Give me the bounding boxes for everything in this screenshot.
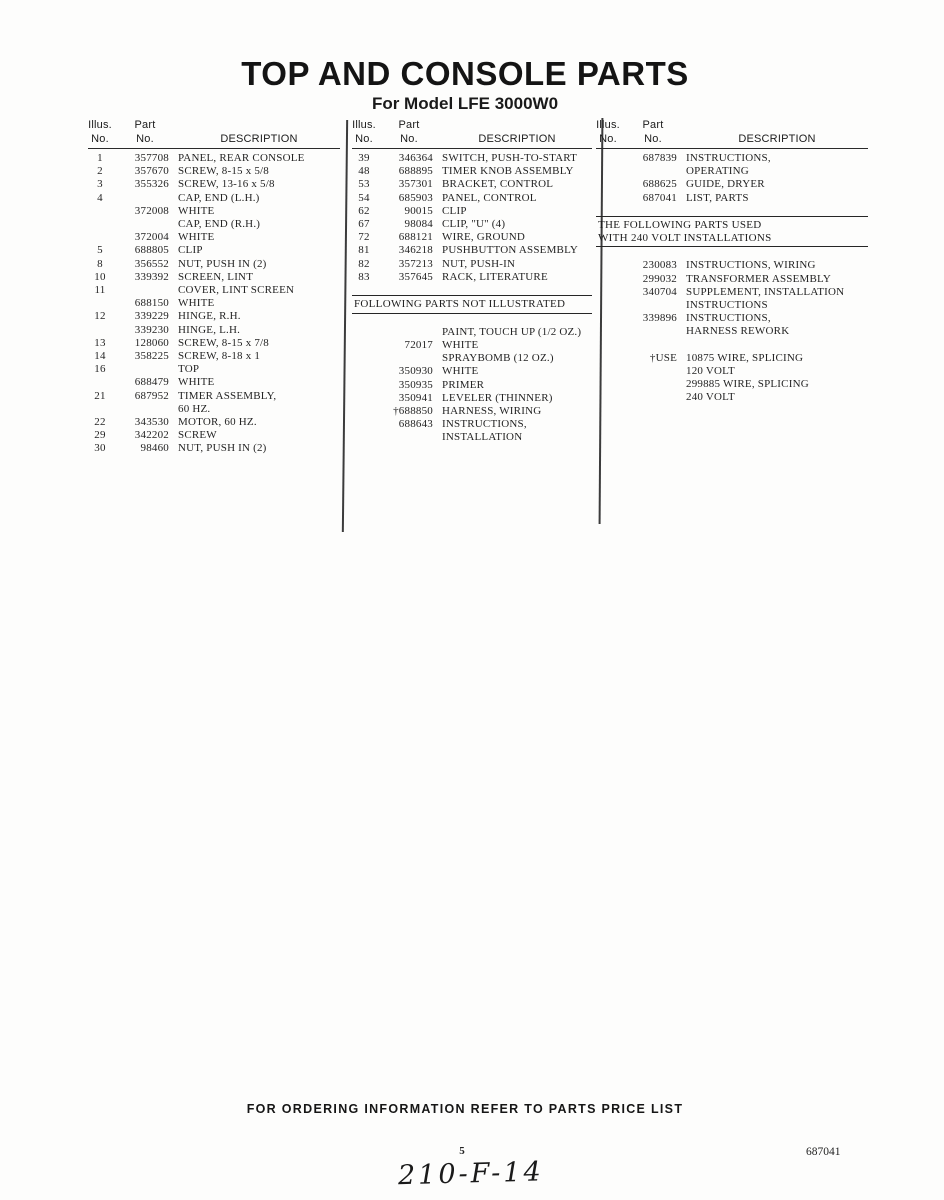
part-row	[352, 365, 592, 378]
catalog-number: 687041	[806, 1146, 841, 1158]
illus-no-cell: 48	[358, 165, 370, 178]
parts-section	[596, 216, 868, 405]
part-row	[88, 310, 340, 323]
description-cell: PRIMER	[442, 378, 485, 391]
illus-no-cell: 72	[358, 231, 370, 244]
part-no-cell	[629, 299, 677, 312]
part-row	[596, 286, 868, 299]
part-row	[352, 352, 592, 365]
description-cell: CAP, END (R.H.)	[178, 218, 261, 231]
description-cell: TOP	[178, 363, 200, 376]
part-row	[88, 205, 340, 218]
description-cell: WHITE	[442, 339, 479, 352]
description-cell: BRACKET, CONTROL	[442, 178, 554, 191]
part-row	[596, 299, 868, 312]
part-no-cell	[385, 352, 433, 365]
part-no-cell: 687839	[642, 152, 677, 164]
description-cell: NUT, PUSH IN (2)	[178, 442, 267, 455]
part-no-cell: 357645	[398, 270, 433, 283]
illus-no-cell	[596, 178, 620, 191]
illus-no-cell: 39	[358, 152, 370, 164]
part-row	[352, 258, 592, 271]
part-row	[352, 405, 592, 418]
description-cell: CAP, END (L.H.)	[178, 191, 260, 204]
part-no-cell: 128060	[134, 336, 169, 349]
part-header-label: Part	[398, 119, 420, 131]
illus-no-cell: 14	[94, 350, 106, 363]
part-no-cell: 357213	[398, 257, 433, 270]
description-cell: 240 VOLT	[686, 391, 735, 404]
description-cell: INSTRUCTIONS, WIRING	[686, 259, 816, 272]
part-row	[352, 339, 592, 352]
illus-no-cell: 53	[358, 178, 370, 191]
description-cell: WHITE	[178, 204, 215, 217]
part-no-cell: 688895	[398, 165, 433, 178]
illus-no-cell	[596, 286, 620, 299]
part-no-cell: 346364	[398, 152, 433, 164]
description-cell: LEVELER (THINNER)	[442, 391, 553, 404]
illus-header-label: Illus.	[596, 119, 620, 131]
illus-no-cell: 82	[358, 257, 370, 270]
parts-column-3	[596, 118, 868, 404]
description-cell: SCREW, 8-15 x 7/8	[178, 336, 270, 349]
description-cell: HINGE, L.H.	[178, 323, 241, 336]
part-row	[88, 165, 340, 178]
illus-no-cell	[596, 352, 620, 365]
section-header	[596, 216, 868, 248]
illus-no-cell	[352, 431, 376, 444]
part-row	[352, 244, 592, 257]
part-row	[352, 271, 592, 284]
part-no-cell: 358225	[134, 350, 169, 363]
illus-no-cell	[596, 259, 620, 272]
illus-no-cell	[88, 205, 112, 218]
illus-no-cell: 12	[94, 310, 106, 323]
part-no-cell: †USE	[649, 351, 677, 364]
illus-no-cell: 67	[358, 218, 370, 231]
part-no-cell: †688850	[393, 405, 433, 418]
part-row	[596, 352, 868, 365]
part-row	[352, 165, 592, 178]
part-row	[596, 365, 868, 378]
illus-no-header: No.	[599, 133, 617, 145]
description-cell: 60 HZ.	[178, 402, 211, 415]
part-row	[88, 178, 340, 191]
part-row	[596, 192, 868, 205]
part-no-cell	[629, 391, 677, 404]
part-no-cell: 372004	[134, 231, 169, 244]
part-row	[596, 378, 868, 391]
illus-no-cell	[352, 365, 376, 378]
description-cell: INSTRUCTIONS,	[442, 418, 527, 431]
part-row	[596, 391, 868, 404]
description-cell: LIST, PARTS	[686, 191, 749, 204]
part-no-cell: 230083	[642, 259, 677, 272]
illus-no-cell	[352, 379, 376, 392]
illus-no-cell: 29	[94, 429, 106, 442]
illus-no-cell: 3	[97, 178, 103, 191]
illus-no-cell	[88, 324, 112, 337]
illus-no-cell	[596, 192, 620, 205]
illus-no-cell: 11	[94, 284, 106, 297]
part-row	[88, 376, 340, 389]
illus-no-cell	[88, 403, 112, 416]
part-no-cell: 72017	[404, 339, 433, 352]
part-no-cell	[629, 325, 677, 338]
model-subtitle: For Model LFE 3000W0	[371, 94, 559, 113]
illus-no-cell	[88, 218, 112, 231]
part-row	[596, 312, 868, 325]
illus-no-cell	[352, 418, 376, 431]
description-header: DESCRIPTION	[220, 133, 298, 145]
part-no-cell: 688150	[134, 297, 169, 310]
illus-no-cell	[352, 352, 376, 365]
part-no-cell: 685903	[398, 191, 433, 204]
illus-no-cell	[596, 391, 620, 404]
illus-no-cell	[596, 299, 620, 312]
illus-no-header: No.	[355, 133, 373, 145]
part-row	[88, 284, 340, 297]
parts-section	[88, 152, 340, 456]
illus-no-cell: 62	[358, 204, 370, 217]
part-row	[596, 273, 868, 286]
illus-no-cell	[596, 273, 620, 286]
illus-no-cell	[88, 297, 112, 310]
illus-no-header: No.	[91, 133, 109, 145]
description-cell: PANEL, CONTROL	[442, 191, 537, 204]
part-no-cell: 350930	[398, 365, 433, 378]
parts-column-2	[352, 118, 592, 445]
illus-no-cell	[596, 165, 620, 178]
parts-column-1	[88, 118, 340, 456]
part-row	[88, 403, 340, 416]
part-no-cell: 340704	[642, 285, 677, 298]
part-row	[88, 297, 340, 310]
part-no-cell: 688479	[134, 376, 169, 389]
part-no-cell: 350935	[398, 378, 433, 391]
description-cell: INSTRUCTIONS	[686, 299, 768, 312]
part-no-cell: 339230	[134, 323, 169, 336]
part-no-header: No.	[136, 133, 154, 145]
part-row	[88, 271, 340, 284]
header-rule	[352, 146, 592, 149]
part-no-cell	[385, 431, 433, 444]
part-row	[352, 192, 592, 205]
illus-no-cell: 81	[358, 244, 370, 257]
header-rule	[596, 146, 868, 149]
parts-section	[352, 295, 592, 445]
part-no-cell: 356552	[134, 257, 169, 270]
description-cell: 120 VOLT	[686, 364, 735, 377]
part-no-cell: 688643	[398, 418, 433, 431]
part-row	[88, 152, 340, 165]
part-no-cell: 357708	[134, 152, 169, 164]
section-header-line: WITH 240 VOLT INSTALLATIONS	[598, 231, 772, 244]
part-no-cell: 339896	[642, 312, 677, 325]
illus-no-cell: 10	[94, 270, 106, 283]
part-row	[88, 324, 340, 337]
description-cell: WIRE, GROUND	[442, 231, 526, 244]
description-cell: PANEL, REAR CONSOLE	[178, 152, 305, 164]
part-no-cell: 688805	[134, 244, 169, 257]
description-cell: HINGE, R.H.	[178, 310, 241, 323]
part-row	[88, 363, 340, 376]
part-no-cell: 357301	[398, 178, 433, 191]
part-row	[88, 192, 340, 205]
part-no-cell: 98460	[140, 442, 169, 455]
description-cell: SCREW	[178, 429, 217, 442]
description-header: DESCRIPTION	[478, 133, 556, 145]
description-cell: 10875 WIRE, SPLICING	[686, 351, 804, 364]
illus-no-cell	[88, 231, 112, 244]
description-cell: TIMER ASSEMBLY,	[178, 389, 277, 402]
row-spacer	[596, 339, 868, 352]
description-cell: NUT, PUSH-IN	[442, 257, 516, 270]
description-cell: GUIDE, DRYER	[686, 178, 765, 191]
part-row	[88, 416, 340, 429]
illus-no-cell	[596, 365, 620, 378]
illus-no-cell	[596, 152, 620, 165]
part-row	[88, 258, 340, 271]
part-header-label: Part	[134, 119, 156, 131]
description-cell: WHITE	[442, 365, 479, 378]
part-row	[596, 325, 868, 338]
part-row	[352, 392, 592, 405]
part-no-cell	[121, 284, 169, 297]
part-no-cell: 688625	[642, 178, 677, 191]
illus-no-cell: 8	[97, 257, 103, 270]
part-row	[88, 231, 340, 244]
description-cell: INSTRUCTIONS,	[686, 312, 771, 325]
part-row	[596, 165, 868, 178]
description-header: DESCRIPTION	[738, 133, 816, 145]
parts-table-header	[352, 118, 592, 149]
page-number: 5	[459, 1145, 465, 1157]
part-no-cell: 372008	[134, 204, 169, 217]
illus-no-cell: 2	[97, 165, 103, 178]
part-row	[596, 152, 868, 165]
part-no-cell: 90015	[404, 204, 433, 217]
section-header-line: FOLLOWING PARTS NOT ILLUSTRATED	[354, 298, 566, 311]
part-row	[352, 379, 592, 392]
ordering-note: FOR ORDERING INFORMATION REFER TO PARTS PRICE LIST	[246, 1102, 684, 1116]
parts-table-header	[596, 118, 868, 149]
description-cell: WHITE	[178, 376, 215, 389]
description-cell: HARNESS, WIRING	[442, 405, 542, 418]
header-spacer	[178, 118, 340, 132]
parts-section	[352, 152, 592, 284]
description-cell: INSTALLATION	[442, 431, 523, 444]
part-row	[352, 218, 592, 231]
illus-no-cell: 21	[94, 389, 106, 402]
page-title: TOP AND CONSOLE PARTS	[241, 55, 689, 92]
parts-section	[596, 152, 868, 205]
header-spacer	[442, 118, 592, 132]
part-row	[352, 205, 592, 218]
description-cell: SUPPLEMENT, INSTALLATION	[686, 285, 845, 298]
part-no-cell: 339229	[134, 310, 169, 323]
part-no-cell	[629, 365, 677, 378]
header-rule	[88, 146, 340, 149]
illus-no-cell: 83	[358, 270, 370, 283]
part-no-cell: 339392	[134, 270, 169, 283]
illus-no-cell	[596, 312, 620, 325]
part-row	[596, 178, 868, 191]
illus-no-cell	[352, 339, 376, 352]
description-cell: OPERATING	[686, 165, 749, 178]
column-divider	[342, 120, 348, 532]
handwritten-code: 210-F-14	[397, 1156, 545, 1192]
illus-no-cell: 1	[97, 152, 103, 164]
illus-no-cell: 16	[94, 363, 106, 376]
part-no-cell: 355326	[134, 178, 169, 191]
part-no-cell: 343530	[134, 416, 169, 429]
part-row	[352, 231, 592, 244]
illus-header-label: Illus.	[352, 119, 376, 131]
part-row	[88, 442, 340, 455]
illus-no-cell	[352, 326, 376, 339]
part-no-cell: 98084	[404, 218, 433, 231]
illus-no-cell: 13	[94, 336, 106, 349]
part-no-cell: 688121	[398, 231, 433, 244]
part-row	[352, 326, 592, 339]
part-no-cell	[385, 326, 433, 339]
part-no-cell: 357670	[134, 165, 169, 178]
part-no-header: No.	[400, 133, 418, 145]
illus-header-label: Illus.	[88, 119, 112, 131]
part-no-cell: 299032	[642, 272, 677, 285]
section-header-line: THE FOLLOWING PARTS USED	[598, 218, 762, 231]
part-no-cell: 687952	[134, 389, 169, 402]
part-no-cell	[121, 218, 169, 231]
part-row	[352, 152, 592, 165]
part-no-cell	[121, 363, 169, 376]
description-cell: MOTOR, 60 HZ.	[178, 416, 257, 429]
description-cell: CLIP	[442, 204, 467, 217]
description-cell: RACK, LITERATURE	[442, 270, 548, 283]
illus-no-cell: 22	[94, 416, 106, 429]
description-cell: TRANSFORMER ASSEMBLY	[686, 272, 832, 285]
part-row	[88, 244, 340, 257]
description-cell: SCREEN, LINT	[178, 270, 254, 283]
part-row	[352, 418, 592, 431]
part-no-cell: 346218	[398, 244, 433, 257]
part-no-header: No.	[644, 133, 662, 145]
parts-table-header	[88, 118, 340, 149]
part-row	[88, 350, 340, 363]
description-cell: HARNESS REWORK	[686, 325, 790, 338]
part-no-cell	[629, 165, 677, 178]
part-row	[88, 429, 340, 442]
description-cell: CLIP, "U" (4)	[442, 218, 506, 231]
part-no-cell: 687041	[642, 191, 677, 204]
description-cell: NUT, PUSH IN (2)	[178, 257, 267, 270]
part-row	[88, 390, 340, 403]
part-no-cell	[121, 192, 169, 205]
description-cell: SCREW, 13-16 x 5/8	[178, 178, 275, 191]
illus-no-cell	[596, 325, 620, 338]
section-header	[352, 295, 592, 314]
part-no-cell: 350941	[398, 391, 433, 404]
description-cell: INSTRUCTIONS,	[686, 152, 771, 164]
part-row	[88, 337, 340, 350]
part-row	[88, 218, 340, 231]
description-cell: SPRAYBOMB (12 OZ.)	[442, 352, 554, 365]
part-row	[596, 259, 868, 272]
illus-no-cell	[352, 405, 376, 418]
description-cell: 299885 WIRE, SPLICING	[686, 378, 809, 391]
illus-no-cell	[352, 392, 376, 405]
illus-no-cell: 30	[94, 442, 106, 455]
description-cell: CLIP	[178, 244, 203, 257]
part-no-cell: 342202	[134, 429, 169, 442]
illus-no-cell	[596, 378, 620, 391]
part-no-cell	[629, 378, 677, 391]
header-spacer	[686, 118, 868, 132]
description-cell: PAINT, TOUCH UP (1/2 OZ.)	[442, 325, 582, 338]
description-cell: SWITCH, PUSH-TO-START	[442, 152, 578, 164]
illus-no-cell	[88, 376, 112, 389]
description-cell: SCREW, 8-18 x 1	[178, 350, 261, 363]
part-row	[352, 431, 592, 444]
description-cell: TIMER KNOB ASSEMBLY	[442, 165, 574, 178]
description-cell: SCREW, 8-15 x 5/8	[178, 165, 270, 178]
illus-no-cell: 5	[97, 244, 103, 257]
description-cell: WHITE	[178, 297, 215, 310]
description-cell: COVER, LINT SCREEN	[178, 284, 295, 297]
part-no-cell	[121, 403, 169, 416]
illus-no-cell: 54	[358, 191, 370, 204]
description-cell: PUSHBUTTON ASSEMBLY	[442, 244, 579, 257]
part-row	[352, 178, 592, 191]
part-header-label: Part	[642, 119, 664, 131]
description-cell: WHITE	[178, 231, 215, 244]
illus-no-cell: 4	[97, 191, 103, 204]
